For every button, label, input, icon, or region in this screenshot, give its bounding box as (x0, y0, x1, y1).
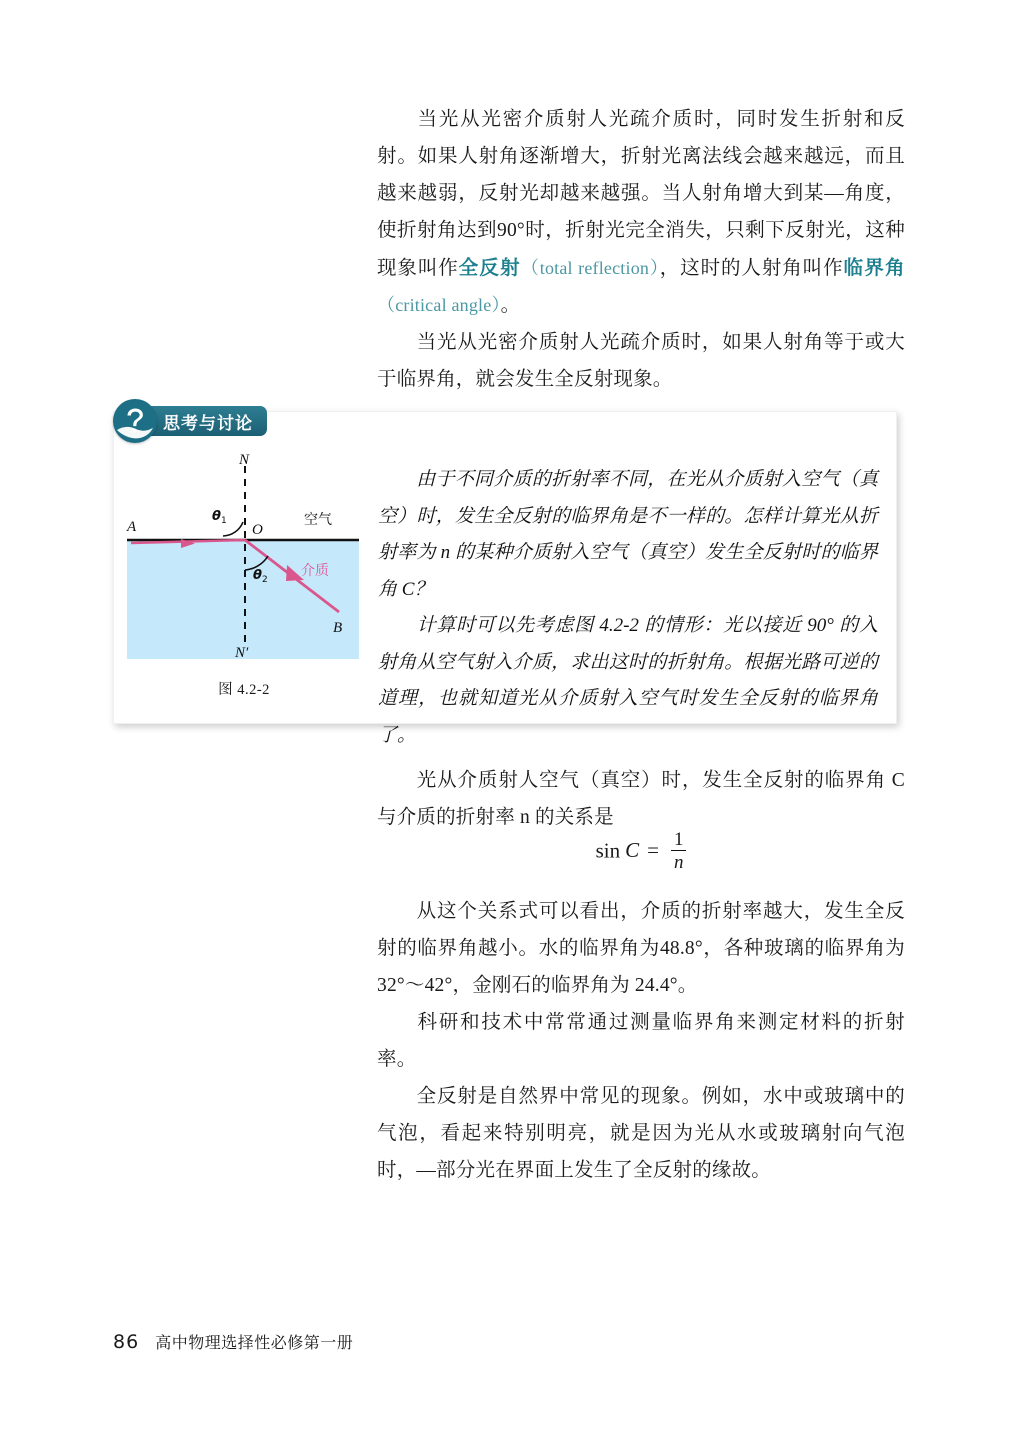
intro-text-block (377, 101, 905, 398)
formula-sin-c (377, 829, 905, 873)
label-theta1-subscript: 1 (221, 516, 227, 526)
paragraph-measurement (377, 1004, 905, 1078)
question-circle-icon (113, 399, 157, 443)
label-medium: 介质 (301, 563, 329, 579)
label-point-a: A (127, 519, 137, 535)
refraction-diagram (119, 452, 369, 667)
label-normal-top: N (239, 452, 250, 468)
figure-caption: 图 4.2-2 (218, 682, 270, 698)
page-number: 86 (113, 1331, 140, 1353)
discussion-paragraph-2 (378, 608, 878, 754)
think-and-discuss-card (113, 411, 897, 746)
label-theta2: θ (253, 568, 262, 583)
label-theta2-subscript: 2 (262, 575, 268, 585)
question-circle-icon-svg (113, 399, 157, 443)
formula-variable-c: C (625, 838, 640, 863)
formula-numerator: 1 (673, 829, 684, 850)
paragraph-condition-text: 当光从光密介质射人光疏介质时，如果人射角等于或大于临界角，就会发生全反射现象。 (377, 332, 905, 390)
think-and-discuss-badge (113, 404, 267, 438)
label-normal-bottom: N′ (235, 645, 249, 661)
paragraph-natural-examples (377, 1078, 905, 1189)
paragraph-formula-intro-text: 光从介质射人空气（真空）时，发生全反射的临界角 C 与介质的折射率 n 的关系是 (377, 770, 905, 828)
formula-denominator: n (673, 852, 684, 873)
label-point-o: O (252, 522, 263, 538)
term-total-reflection-en: （total reflection） (520, 258, 660, 278)
discussion-paragraph-1 (378, 462, 878, 608)
paragraph-condition (377, 324, 905, 398)
term-total-reflection: 全反射 (458, 256, 521, 279)
formula-equals: = (647, 838, 659, 863)
paragraph-part-2: ，这时的人射角叫作 (659, 258, 844, 279)
discussion-text-block (378, 462, 878, 754)
badge-label: 思考与讨论 (137, 406, 267, 436)
formula-fraction-bar (671, 850, 687, 851)
discussion-paragraph-2-text: 计算时可以先考虑图 4.2-2 的情形：光以接近 90° 的入射角从空气射入介质，求出这时的折射角。根据光路可逆的道理，也就知道光从介质射入空气时发生全反射的临界角了。 (378, 615, 878, 746)
book-title: 高中物理选择性必修第一册 (155, 1333, 354, 1352)
paragraph-total-reflection (377, 101, 905, 324)
paragraph-part-3: 。 (500, 295, 521, 316)
label-point-b: B (333, 620, 343, 636)
formula-sin: sin (595, 838, 621, 863)
paragraph-formula-intro (377, 762, 905, 836)
bottom-text-block (377, 893, 905, 1189)
formula-fraction (671, 831, 687, 872)
term-critical-angle-en: （critical angle） (377, 295, 501, 315)
formula-intro-block (377, 762, 905, 836)
paragraph-natural-examples-text: 全反射是自然界中常见的现象。例如，水中或玻璃中的气泡，看起来特别明亮，就是因为光从水或玻璃射向气泡时，—部分光在界面上发生了全反射的缘故。 (377, 1086, 905, 1181)
paragraph-part-1: 当光从光密介质射人光疏介质时，同时发生折射和反射。如果人射角逐渐增大，折射光离法线会越来越远，而且越来越弱，反射光却越来越强。当人射角增大到某—角度，使折射角达到90°时，折射光完全消失，只剩下反射光，这种现象叫作 (377, 109, 905, 279)
paragraph-measurement-text: 科研和技术中常常通过测量临界角来测定材料的折射率。 (377, 1012, 905, 1070)
label-theta1: θ (212, 509, 221, 524)
paragraph-critical-angle-values-text: 从这个关系式可以看出，介质的折射率越大，发生全反射的临界角越小。水的临界角为48.8°，各种玻璃的临界角为32°～42°，金刚石的临界角为 24.4°。 (377, 901, 905, 996)
label-air: 空气 (304, 512, 332, 528)
term-critical-angle: 临界角 (843, 256, 905, 279)
discussion-paragraph-1-text: 由于不同介质的折射率不同，在光从介质射入空气（真空）时，发生全反射的临界角是不一样的。怎样计算光从折射率为 n 的某种介质射入空气（真空）发生全反射时的临界角 C？ (378, 469, 878, 600)
paragraph-critical-angle-values (377, 893, 905, 1004)
page-footer (113, 1330, 353, 1353)
figure-4-2-2 (119, 452, 369, 699)
